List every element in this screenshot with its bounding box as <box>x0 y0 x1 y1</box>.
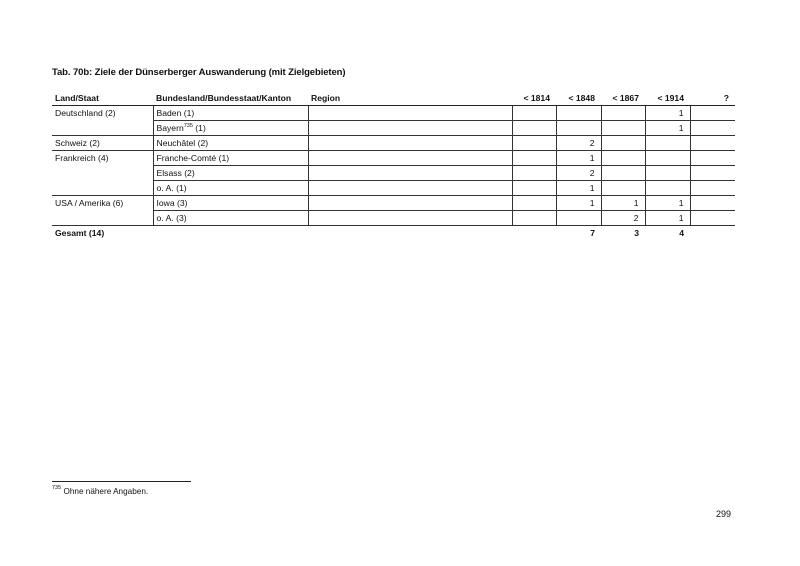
cell-1814 <box>512 151 556 166</box>
col-header-bundesland: Bundesland/Bundesstaat/Kanton <box>153 91 308 106</box>
table-row <box>52 151 735 166</box>
cell-bundesland: Iowa (3) <box>153 196 308 211</box>
total-1914: 4 <box>645 226 690 241</box>
cell-unknown <box>690 121 735 136</box>
cell-1867 <box>601 151 645 166</box>
cell-region <box>308 121 512 136</box>
footnote <box>52 487 148 496</box>
cell-land: Frankreich (4) <box>52 151 153 166</box>
cell-land <box>52 211 153 226</box>
cell-1848 <box>556 211 601 226</box>
header-row <box>52 91 735 106</box>
cell-bundesland: Franche-Comté (1) <box>153 151 308 166</box>
cell-1814 <box>512 136 556 151</box>
cell-land: USA / Amerika (6) <box>55 198 124 209</box>
total-label: Gesamt (14) <box>52 226 512 241</box>
cell-1848: 1 <box>556 196 601 211</box>
footnote-number: 735 <box>52 485 62 491</box>
cell-1914 <box>645 181 690 196</box>
cell-1848 <box>556 106 601 121</box>
footnote-separator <box>52 481 191 482</box>
cell-unknown <box>690 211 735 226</box>
total-1848: 7 <box>556 226 601 241</box>
cell-1914: 1 <box>645 211 690 226</box>
cell-1814 <box>512 166 556 181</box>
table-title: Tab. 70b: Ziele der Dünserberger Auswanderung (mit Zielgebieten) <box>52 67 346 78</box>
table-row <box>52 181 735 196</box>
total-1814 <box>512 226 556 241</box>
footnote-ref: 735 <box>183 123 193 129</box>
cell-region <box>308 211 512 226</box>
col-header-region: Region <box>308 91 512 106</box>
cell-1914 <box>645 151 690 166</box>
cell-1814 <box>512 181 556 196</box>
cell-region <box>308 151 512 166</box>
cell-1914 <box>645 166 690 181</box>
cell-unknown <box>690 196 735 211</box>
cell-1867 <box>601 136 645 151</box>
col-header-unknown: ? <box>690 91 735 106</box>
cell-1914 <box>645 136 690 151</box>
cell-1848: 2 <box>556 136 601 151</box>
cell-land: Deutschland (2) <box>55 108 116 119</box>
cell-bundesland: o. A. (3) <box>153 211 308 226</box>
cell-1848: 1 <box>556 151 601 166</box>
emigration-destinations-table <box>52 91 735 240</box>
cell-1814 <box>512 121 556 136</box>
table-row <box>52 166 735 181</box>
cell-1867 <box>601 166 645 181</box>
cell-1914: 1 <box>645 121 690 136</box>
cell-region <box>308 196 512 211</box>
cell-unknown <box>690 166 735 181</box>
cell-bundesland: Elsass (2) <box>153 166 308 181</box>
cell-1848: 2 <box>556 166 601 181</box>
cell-1867 <box>601 181 645 196</box>
cell-unknown <box>690 106 735 121</box>
table-row <box>52 136 735 151</box>
cell-1867: 1 <box>601 196 645 211</box>
cell-land <box>52 121 153 136</box>
col-header-1848: < 1848 <box>556 91 601 106</box>
col-header-1914: < 1914 <box>645 91 690 106</box>
col-header-1867: < 1867 <box>601 91 645 106</box>
footnote-text: Ohne nähere Angaben. <box>63 487 149 496</box>
cell-1814 <box>512 106 556 121</box>
cell-region <box>308 166 512 181</box>
cell-1814 <box>512 196 556 211</box>
cell-bundesland <box>153 121 308 136</box>
cell-1848 <box>556 121 601 136</box>
cell-region <box>308 106 512 121</box>
cell-land <box>52 181 153 196</box>
table-row <box>52 196 735 211</box>
col-header-land: Land/Staat <box>52 91 153 106</box>
cell-1867: 2 <box>601 211 645 226</box>
cell-1867 <box>601 106 645 121</box>
cell-1914: 1 <box>645 106 690 121</box>
bundesland-text: Bayern <box>156 123 184 133</box>
cell-region <box>308 181 512 196</box>
table-row <box>52 211 735 226</box>
page-number: 299 <box>716 509 732 519</box>
total-unknown <box>690 226 735 241</box>
cell-land <box>52 166 153 181</box>
cell-bundesland: o. A. (1) <box>153 181 308 196</box>
cell-unknown <box>690 151 735 166</box>
col-header-1814: < 1814 <box>512 91 556 106</box>
cell-region <box>308 136 512 151</box>
cell-unknown <box>690 181 735 196</box>
total-1867: 3 <box>601 226 645 241</box>
cell-1814 <box>512 211 556 226</box>
cell-1914: 1 <box>645 196 690 211</box>
table-row <box>52 106 735 121</box>
table-row <box>52 121 735 136</box>
cell-bundesland: Baden (1) <box>153 106 308 121</box>
cell-land: Schweiz (2) <box>52 136 153 151</box>
cell-1848: 1 <box>556 181 601 196</box>
cell-bundesland: Neuchâtel (2) <box>153 136 308 151</box>
bundesland-count: (1) <box>192 123 206 133</box>
cell-1867 <box>601 121 645 136</box>
total-row <box>52 226 735 241</box>
cell-unknown <box>690 136 735 151</box>
